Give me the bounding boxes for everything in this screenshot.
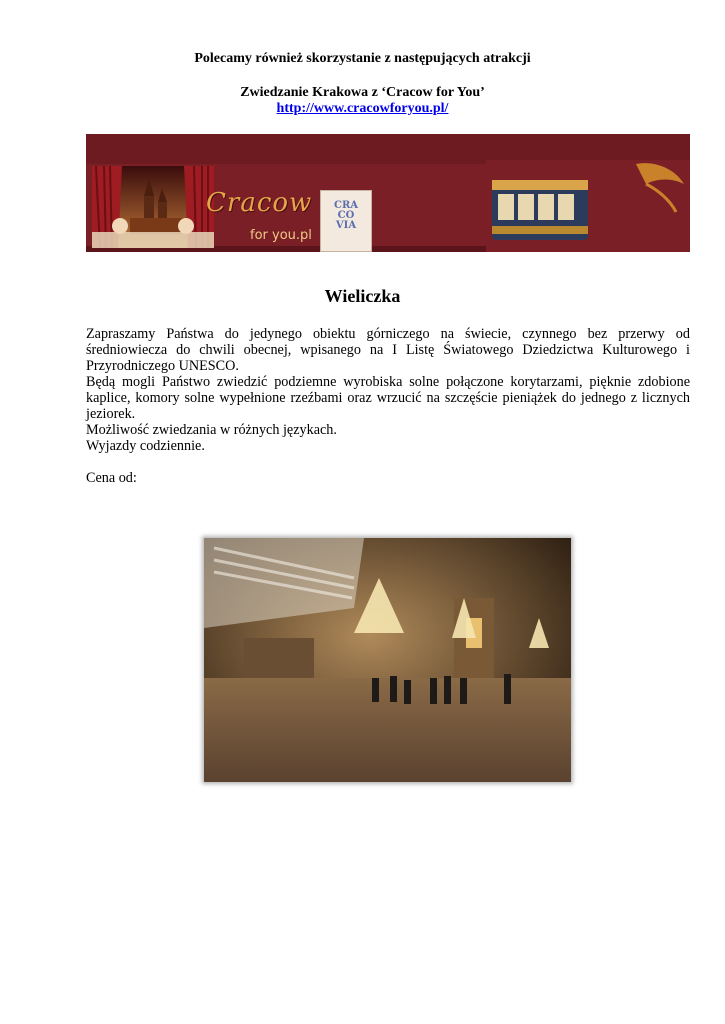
section-body <box>86 326 690 486</box>
brand-name: Cracow <box>206 188 313 218</box>
salt-mine-chapel-photo <box>204 538 571 782</box>
logo-line-3: VIA <box>335 220 357 231</box>
market-square-theater-image <box>92 166 214 248</box>
tour-title: Zwiedzanie Krakowa z ‘Cracow for You’ <box>240 85 485 100</box>
brand-subtitle: for you.pl <box>250 228 312 243</box>
price-label: Cena od: <box>86 470 137 486</box>
website-link[interactable]: http://www.cracowforyou.pl/ <box>276 101 449 116</box>
recommend-heading: Polecamy również skorzystanie z następujących atrakcji <box>194 51 531 66</box>
logo-line-2: CO <box>337 210 355 221</box>
paragraph: Będą mogli Państwo zwiedzić podziemne wyrobiska solne połączone korytarzami, pięknie zdobione kaplice, komory solne wypełnione rzeźbami oraz wrzucić na szczęście pieniążek do jednego z licznych jeziorek. <box>86 374 690 422</box>
paragraph: Zapraszamy Państwa do jedynego obiektu górniczego na świecie, czynnego bez przerwy od średniowiecza do chwili obecnej, wpisanego na I Listę Światowego Dziedzictwa Kulturowego i Przyrodniczego UNESCO. <box>86 326 690 374</box>
tram-image <box>486 160 690 252</box>
paragraph: Wyjazdy codziennie. <box>86 438 205 454</box>
logo-line-1: CRA <box>333 200 359 211</box>
section-title: Wieliczka <box>324 286 401 306</box>
paragraph: Możliwość zwiedzania w różnych językach. <box>86 422 337 438</box>
cracow-for-you-banner <box>86 134 690 252</box>
cracovia-logo <box>320 190 372 252</box>
